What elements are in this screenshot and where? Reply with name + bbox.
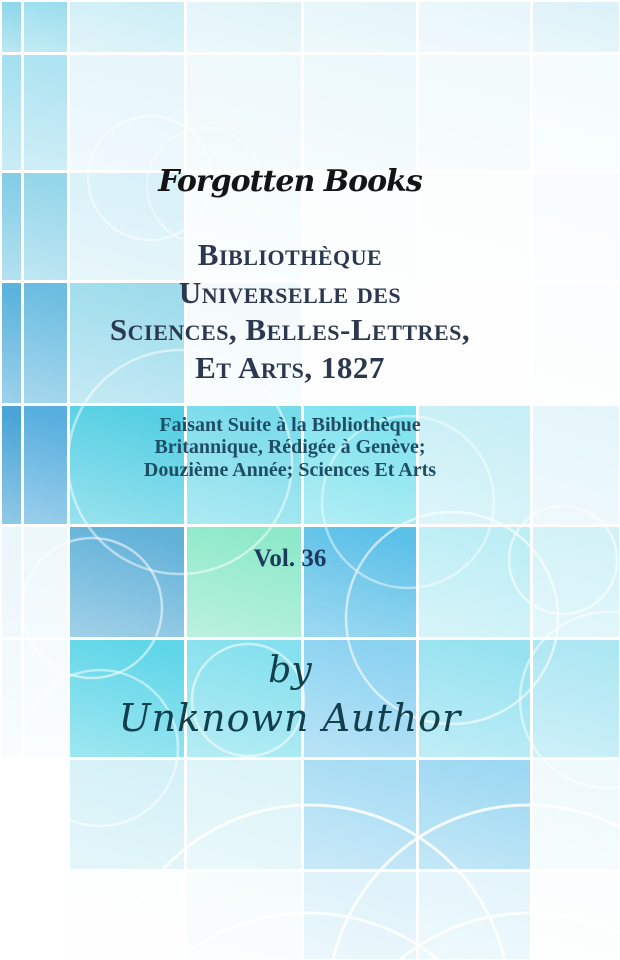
author-name: Unknown Author [118,696,462,740]
publisher-logo: Forgotten Books [158,164,422,199]
title-line: Et Arts, 1827 [195,349,385,385]
by-label: by [268,650,312,691]
title-line: Sciences, Belles-Lettres, [109,312,471,347]
title-line: Bibliothèque [197,237,383,272]
book-subtitle [0,414,580,481]
book-title [0,236,580,386]
subtitle-line: Britannique, Rédigée à Genève; [154,436,426,459]
title-line: Universelle des [178,274,402,310]
volume-label: Vol. 36 [253,545,327,572]
subtitle-line: Douzième Année; Sciences Et Arts [143,458,437,481]
subtitle-line: Faisant Suite à la Bibliothèque [159,414,421,436]
